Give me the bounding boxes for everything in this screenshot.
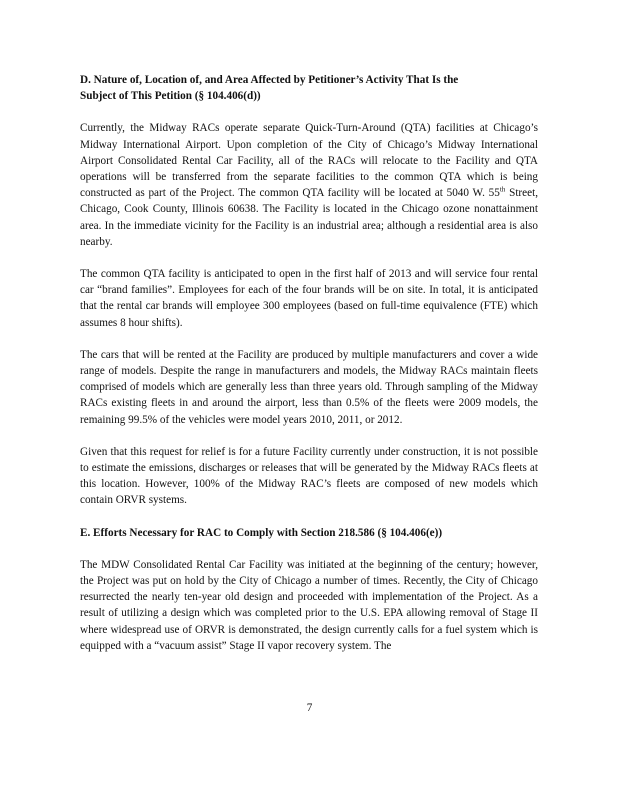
section-d-paragraph-3: The cars that will be rented at the Facility are produced by multiple manufacturers and cover a wide range of models. Despite the range in manufacturers and models, the Midway RACs maintain fleets comprised of models which are generally less than three years old. Through sampling of the Midway RACs existing fleets in and around the airport, less than 0.5% of the fleets were 2009 models, the remaining 99.5% of the vehicles were model years 2010, 2011, or 2012.	[80, 348, 538, 426]
section-d-paragraph-1	[80, 120, 538, 250]
section-d-heading-line2: Subject of This Petition (§ 104.406(d))	[80, 90, 261, 103]
section-e-heading: E. Efforts Necessary for RAC to Comply with Section 218.586 (§ 104.406(e))	[80, 526, 443, 539]
paragraph-1-text-a: Currently, the Midway RACs operate separate Quick-Turn-Around (QTA) facilities at Chicago’s Midway International Airport. Upon completion of the City of Chicago’s Midway International Airport Consolidated Rental Car Facility, all of the RACs will relocate to the Facility and QTA operations will be transferred from the separate facilities to the common QTA which is being constructed as part of the Project. The common QTA facility will be located at 5040 W. 55	[80, 122, 538, 200]
document-page	[80, 72, 538, 670]
page-number: 7	[306, 702, 313, 714]
section-d-paragraph-4: Given that this request for relief is for a future Facility currently under construction, it is not possible to estimate the emissions, discharges or releases that will be generated by the Midway RACs fleets at this location. However, 100% of the Midway RAC’s fleets are composed of new models which contain ORVR systems.	[80, 445, 538, 507]
section-d-heading	[80, 72, 538, 104]
section-d-heading-line1: D. Nature of, Location of, and Area Affected by Petitioner’s Activity That Is the	[80, 74, 459, 86]
section-d-paragraph-2: The common QTA facility is anticipated to open in the first half of 2013 and will service four rental car “brand families”. Employees for each of the four brands will be on site. In total, it is anticipated that the rental car brands will employee 300 employees (based on full-time equivalence (FTE) which assumes 8 hour shifts).	[80, 268, 538, 329]
ordinal-suffix: th	[499, 185, 506, 194]
paragraph-1-text-b: Street, Chicago, Cook County, Illinois 60638. The Facility is located in the Chicago ozone nonattainment area. In the immediate vicinity for the Facility is an industrial area; although a residential area is also nearby.	[80, 187, 538, 248]
section-e-paragraph-1: The MDW Consolidated Rental Car Facility was initiated at the beginning of the century; however, the Project was put on hold by the City of Chicago a number of times. Recently, the City of Chicago resurrected the nearly ten-year old design and proceeded with implementation of the Project. As a result of utilizing a design which was completed prior to the U.S. EPA allowing removal of Stage II where widespread use of ORVR is demonstrated, the design currently calls for a fuel system which is equipped with a “vacuum assist” Stage II vapor recovery system. The	[80, 558, 538, 652]
